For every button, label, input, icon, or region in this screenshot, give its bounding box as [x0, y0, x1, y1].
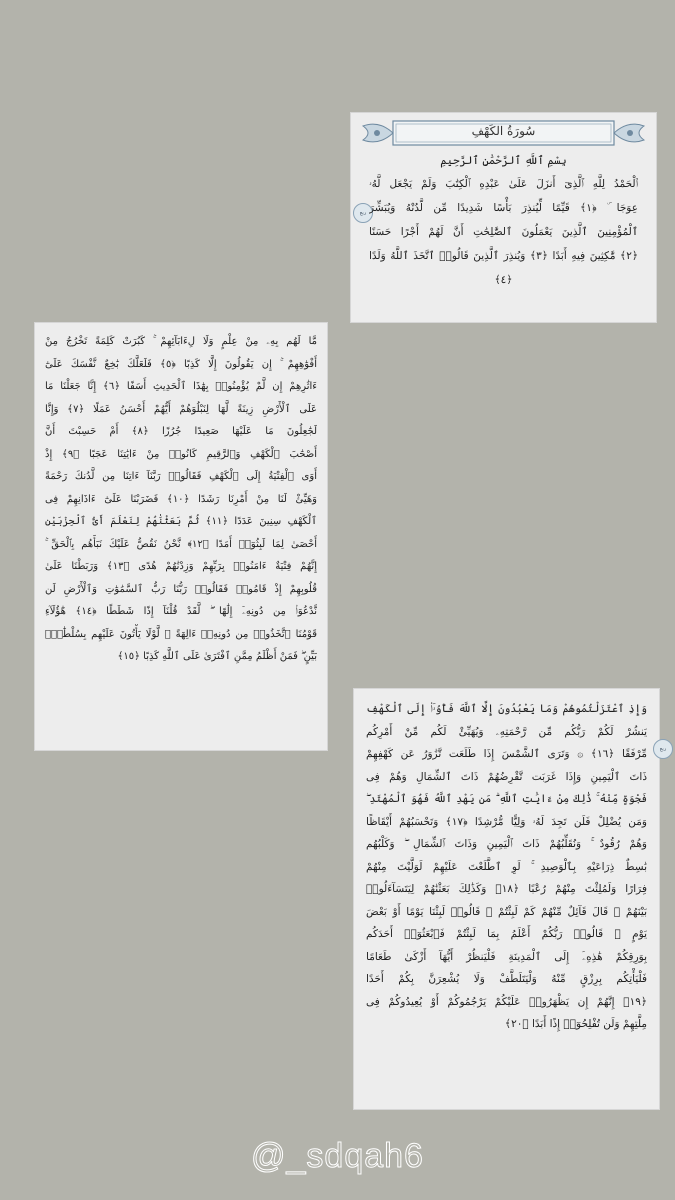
verse-line: ءَاثَٰرِهِمْ إِن لَّمْ يُؤْمِنُوا۟ بِهَٰذَا ٱلْحَدِيثِ أَسَفًا ﴿٦﴾ إِنَّا جَعَلْنَا مَا — [45, 381, 317, 392]
verse-line: ٱلْكَهْفِ سِنِينَ عَدَدًا ﴿١١﴾ ثُمَّ بَعَثْنَٰهُمْ لِنَعْلَمَ أَىُّ ٱلْحِزْبَيْنِ — [45, 516, 317, 527]
verse-lines — [45, 331, 317, 669]
verse-line: قَوْمُنَا ٱتَّخَذُوا۟ مِن دُونِهِۦٓ ءَالِهَةً ۖ لَّوْلَا يَأْتُونَ عَلَيْهِم بِسُلْطَٰنٍۭ — [45, 628, 317, 640]
verse-line: فَجْوَةٍ مِّنْهُ ۚ ذَٰلِكَ مِنْ ءَايَٰتِ ٱللَّهِ ۗ مَن يَهْدِ ٱللَّهُ فَهُوَ ٱلْمُهْتَدِ ۖ — [366, 793, 647, 805]
sura-header-frame — [359, 118, 648, 148]
verse-line: يَوْمٍ ۚ قَالُوا۟ رَبُّكُمْ أَعْلَمُ بِمَا لَبِثْتُمْ فَٱبْعَثُوٓا۟ أَحَدَكُم — [366, 928, 647, 940]
verse-line: بِوَرِقِكُمْ هَٰذِهِۦٓ إِلَى ٱلْمَدِينَةِ فَلْيَنظُرْ أَيُّهَآ أَزْكَىٰ طَعَامًا — [366, 950, 647, 963]
quran-page-2 — [35, 323, 327, 750]
verse-line: ٱلْمُؤْمِنِينَ ٱلَّذِينَ يَعْمَلُونَ ٱلصَّٰلِحَٰتِ أَنَّ لَهُمْ أَجْرًا حَسَنًا — [369, 226, 638, 238]
sura-name: سُورَةُ الكَهْفِ — [471, 124, 536, 138]
verse-line: لَجَٰعِلُونَ مَا عَلَيْهَا صَعِيدًا جُرُزًا ﴿٨﴾ أَمْ حَسِبْتَ أَنَّ — [45, 426, 317, 437]
verse-line: وَهَيِّئْ لَنَا مِنْ أَمْرِنَا رَشَدًا ﴿١٠﴾ فَضَرَبْنَا عَلَىٰٓ ءَاذَانِهِمْ فِى — [45, 493, 317, 505]
verse-line: فَلْيَأْتِكُم بِرِزْقٍ مِّنْهُ وَلْيَتَلَطَّفْ وَلَا يُشْعِرَنَّ بِكُمْ أَحَدًا — [366, 973, 647, 985]
verse-lines — [369, 172, 638, 292]
watermark-handle: @_sdqah6 — [251, 1137, 424, 1175]
verse-line: ﴿٢﴾ مَّٰكِثِينَ فِيهِ أَبَدًا ﴿٣﴾ وَيُنذِرَ ٱلَّذِينَ قَالُوا۟ ٱتَّخَذَ ٱللَّهُ وَلَدًا — [369, 250, 638, 262]
verse-line: بَٰسِطٌ ذِرَاعَيْهِ بِٱلْوَصِيدِ ۚ لَوِ ٱطَّلَعْتَ عَلَيْهِمْ لَوَلَّيْتَ مِنْهُمْ — [366, 860, 647, 873]
verse-line: ﴿٤﴾ — [494, 274, 513, 286]
verse-line: بَيْنَهُمْ ۚ قَالَ قَآئِلٌ مِّنْهُمْ كَمْ لَبِثْتُمْ ۖ قَالُوا۟ لَبِثْنَا يَوْمًا أَوْ بَعْضَ — [366, 905, 647, 918]
quran-page-1 — [351, 113, 656, 322]
verse-line: قُلُوبِهِمْ إِذْ قَامُوا۟ فَقَالُوا۟ رَبُّنَا رَبُّ ٱلسَّمَٰوَٰتِ وَٱلْأَرْضِ لَن — [45, 583, 317, 595]
verse-lines — [366, 698, 647, 1036]
verse-line: وَهُمْ رُقُودٌ ۚ وَنُقَلِّبُهُمْ ذَاتَ ٱلْيَمِينِ وَذَاتَ ٱلشِّمَالِ ۖ وَكَلْبُهُم — [366, 838, 647, 850]
quran-page-3 — [354, 689, 667, 1109]
verse-line: فِرَارًا وَلَمُلِئْتَ مِنْهُمْ رُعْبًا ﴿١٨﴾ وَكَذَٰلِكَ بَعَثْنَٰهُمْ لِيَتَسَآءَلُوا۟ — [366, 883, 647, 895]
verse-line: ٱلْحَمْدُ لِلَّهِ ٱلَّذِىٓ أَنزَلَ عَلَىٰ عَبْدِهِ ٱلْكِتَٰبَ وَلَمْ يَجْعَل لَّهُۥ — [369, 178, 638, 190]
verse-line: مَّا لَهُم بِهِۦ مِنْ عِلْمٍ وَلَا لِءَابَآئِهِمْ ۚ كَبُرَتْ كَلِمَةً تَخْرُجُ مِنْ — [45, 336, 317, 347]
verse-line: مِلَّتِهِمْ وَلَن تُفْلِحُوٓا۟ إِذًا أَبَدًا ﴿٢٠﴾ — [504, 1018, 647, 1030]
verse-line: عَلَى ٱلْأَرْضِ زِينَةً لَّهَا لِنَبْلُوَهُمْ أَيُّهُمْ أَحْسَنُ عَمَلًا ﴿٧﴾ وَإِنَّا — [45, 403, 317, 415]
verse-line: ﴿١٩﴾ إِنَّهُمْ إِن يَظْهَرُوا۟ عَلَيْكُمْ يَرْجُمُوكُمْ أَوْ يُعِيدُوكُمْ فِى — [366, 995, 647, 1008]
verse-line: نَّدْعُوَا۟ مِن دُونِهِۦٓ إِلَٰهًا ۖ لَّقَدْ قُلْنَآ إِذًا شَطَطًا ﴿١٤﴾ هَٰٓؤُلَآءِ — [45, 606, 317, 617]
verse-line: وَمَن يُضْلِلْ فَلَن تَجِدَ لَهُۥ وَلِيًّا مُّرْشِدًا ﴿١٧﴾ وَتَحْسَبُهُمْ أَيْقَاظًا — [366, 815, 647, 828]
verse-line: يَنشُرْ لَكُمْ رَبُّكُم مِّن رَّحْمَتِهِۦ وَيُهَيِّئْ لَكُم مِّنْ أَمْرِكُم — [366, 725, 647, 738]
verse-line: أَحْصَىٰ لِمَا لَبِثُوٓا۟ أَمَدًا ﴿١٢﴾ نَّحْنُ نَقُصُّ عَلَيْكَ نَبَأَهُم بِٱلْحَقِّ ۚ — [45, 538, 317, 550]
juz-marker-icon: ربع — [353, 203, 373, 223]
verse-line: مِّرْفَقًا ﴿١٦﴾ ۞ وَتَرَى ٱلشَّمْسَ إِذَا طَلَعَت تَّزَٰوَرُ عَن كَهْفِهِمْ — [366, 748, 647, 760]
verse-line: بَيِّنٍ ۖ فَمَنْ أَظْلَمُ مِمَّنِ ٱفْتَرَىٰ عَلَى ٱللَّهِ كَذِبًا ﴿١٥﴾ — [117, 651, 317, 662]
verse-line: عِوَجَا ۜ ﴿١﴾ قَيِّمًا لِّيُنذِرَ بَأْسًا شَدِيدًا مِّن لَّدُنْهُ وَيُبَشِّرَ — [369, 202, 638, 214]
verse-line: أَصْحَٰبَ ٱلْكَهْفِ وَٱلرَّقِيمِ كَانُوا۟ مِنْ ءَايَٰتِنَا عَجَبًا ﴿٩﴾ إِذْ — [45, 448, 317, 460]
basmala: بِسْمِ ٱللَّهِ ٱلرَّحْمَٰنِ ٱلرَّحِيمِ — [440, 154, 567, 167]
verse-line: وَإِذِ ٱعْتَزَلْتُمُوهُمْ وَمَا يَعْبُدُونَ إِلَّا ٱللَّهَ فَأْوُۥٓا۟ إِلَى ٱلْكَهْفِ — [366, 703, 647, 715]
juz-marker-icon: ربع — [653, 739, 673, 759]
verse-line: أَوَى ٱلْفِتْيَةُ إِلَى ٱلْكَهْفِ فَقَالُوا۟ رَبَّنَآ ءَاتِنَا مِن لَّدُنكَ رَحْمَةً — [45, 471, 317, 482]
verse-line: إِنَّهُمْ فِتْيَةٌ ءَامَنُوا۟ بِرَبِّهِمْ وَزِدْنَٰهُمْ هُدًى ﴿١٣﴾ وَرَبَطْنَا عَلَىٰ — [45, 561, 317, 572]
verse-line: ذَاتَ ٱلْيَمِينِ وَإِذَا غَرَبَت تَّقْرِضُهُمْ ذَاتَ ٱلشِّمَالِ وَهُمْ فِى — [366, 770, 647, 783]
verse-line: أَفْوَٰهِهِمْ ۚ إِن يَقُولُونَ إِلَّا كَذِبًا ﴿٥﴾ فَلَعَلَّكَ بَٰخِعٌ نَّفْسَكَ عَلَىٰٓ — [45, 358, 317, 370]
